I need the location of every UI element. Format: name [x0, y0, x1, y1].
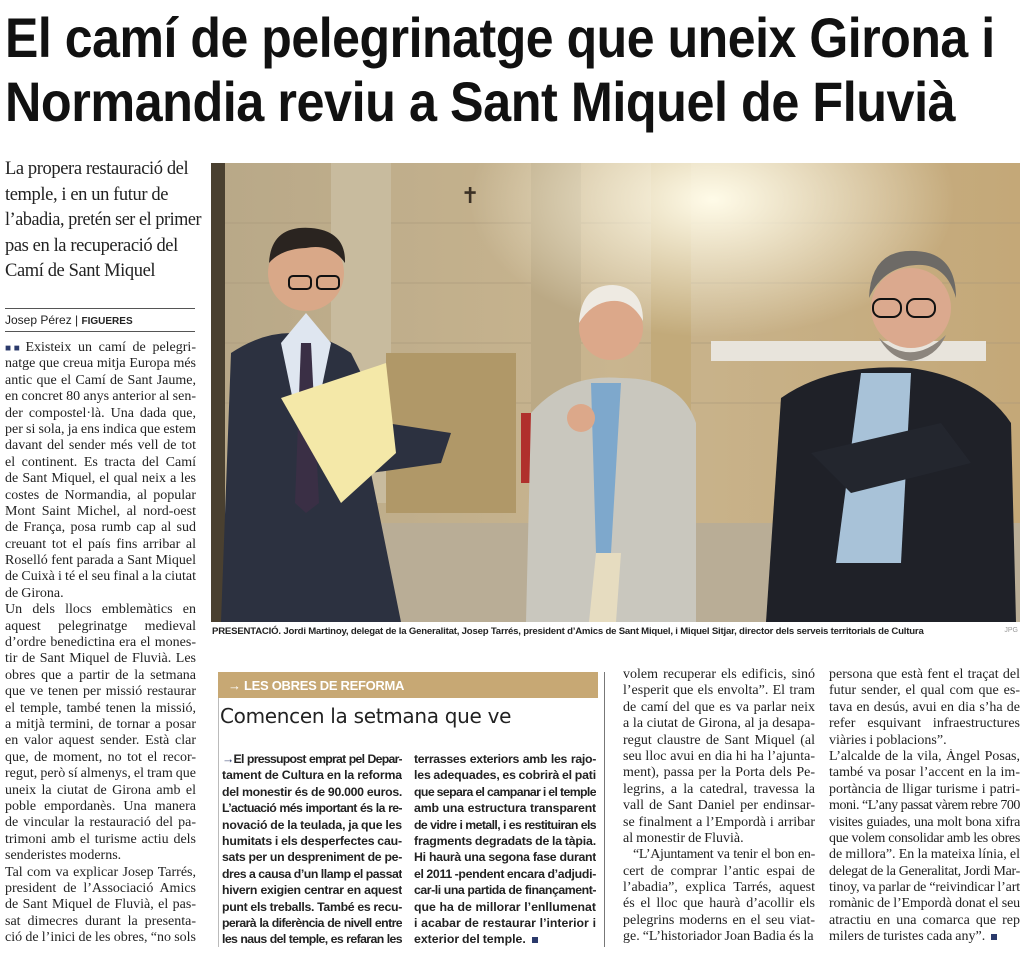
article-line	[5, 848, 196, 864]
line-text: terrasses exteriors amb les rajo-	[414, 752, 596, 766]
line-text: fragments degradats de la tàpia.	[414, 833, 596, 848]
article-line	[829, 700, 1020, 716]
line-text: hivern exigien centrar en aquest	[222, 883, 402, 898]
line-text: legrins, a la catedral, travessa la	[623, 781, 815, 797]
article-line	[5, 701, 196, 717]
line-text: obres que a partir de la setmana	[5, 667, 196, 683]
line-text: Existeix un camí de pelegri-	[25, 340, 196, 355]
line-text: tava en desús, avui en dia s’ha de	[829, 699, 1020, 715]
article-line	[623, 880, 815, 896]
svg-text:✝: ✝	[461, 184, 480, 209]
line-text: el temple, també tenen la missió,	[5, 700, 196, 716]
line-text: en concret 80 anys anterior al sen-	[5, 389, 196, 405]
line-text: natge que creua mitja Europa més	[5, 356, 196, 372]
line-text: sats per un despreniment de pe-	[222, 850, 402, 865]
line-text: a mitjà termini, de tornar a posar	[5, 716, 196, 732]
line-text: de vincular la restauració del pa-	[5, 815, 196, 831]
sidebar-line	[414, 882, 596, 898]
end-mark-icon	[532, 937, 538, 943]
line-text: vall de Sant Daniel per endinsar-	[623, 798, 815, 814]
line-text: antic que el Camí de Sant Jaume,	[5, 372, 196, 388]
line-text: que separa el campanar i el temple	[414, 784, 596, 799]
headline-line-1: El camí de pelegrinatge que uneix Girona i	[5, 6, 995, 69]
line-text: costes de Normandia, al popular	[5, 487, 196, 503]
article-line	[623, 815, 815, 831]
article-line	[5, 553, 196, 569]
article-column-4	[829, 667, 1020, 946]
line-text: que ve tenen per missió restaurar	[5, 684, 196, 700]
line-text: car-li una partida de finançament-	[414, 883, 596, 898]
line-text: viàries i poblacions”.	[829, 732, 947, 748]
subhead-line: La propera restauració del	[5, 159, 189, 179]
article-line	[5, 488, 196, 504]
line-text: dres a causa d’un llamp el passat	[222, 866, 402, 881]
line-text: el 2011 -pendent encara d’adjudi-	[414, 866, 596, 881]
line-text: l’esperit que els envolta”. El tram	[623, 683, 815, 699]
sidebar-line	[222, 899, 402, 915]
sidebar-line	[414, 817, 596, 833]
article-column-3	[623, 667, 815, 946]
arrow-icon: →	[222, 752, 234, 766]
line-text: futur sender, el qual com que es-	[829, 683, 1020, 699]
sidebar-border-right	[604, 672, 605, 947]
line-text: en valor aquest sender. Està clar	[5, 733, 196, 749]
line-text: poble empordanès. Una manera	[5, 798, 196, 814]
line-text: se finalment a l’Empordà i arribar	[623, 814, 815, 830]
line-text: de Cuixà i té el seu final a la ciutat	[5, 569, 196, 585]
article-line	[5, 865, 196, 881]
line-text: d’ordre benedictina era el mones-	[5, 635, 196, 651]
lead-marker-icon: ■■	[5, 343, 23, 354]
byline-separator: |	[71, 313, 82, 327]
line-text: ment), passa per la Porta dels Pe-	[623, 765, 815, 781]
article-line	[5, 406, 196, 422]
line-text: punt els treballs. També es recu-	[222, 899, 402, 914]
line-text: regut, però sí almenys, el tram que	[5, 766, 196, 782]
article-line	[5, 586, 196, 602]
article-line	[829, 782, 1020, 798]
sidebar-line	[222, 915, 402, 931]
article-line	[623, 896, 815, 912]
sidebar-line	[414, 866, 596, 882]
byline-author: Josep Pérez	[5, 313, 72, 327]
line-text: atractiu en una comarca que rep	[829, 912, 1020, 928]
sidebar-kicker-bar	[218, 672, 598, 698]
sidebar-line	[222, 849, 402, 865]
article-line	[5, 537, 196, 553]
line-text: Hi haurà una segona fase durant	[414, 850, 596, 865]
article-line	[5, 668, 196, 684]
article-line	[5, 930, 196, 946]
article-line	[829, 815, 1020, 831]
sidebar-line	[414, 833, 596, 849]
line-text: de França, posa rumb cap al sud	[5, 520, 196, 536]
sidebar-line	[222, 931, 402, 947]
article-line	[829, 831, 1020, 847]
article-line	[623, 864, 815, 880]
byline-rule-bottom	[5, 331, 195, 332]
article-line	[623, 733, 815, 749]
subhead-line: pas en la recuperació del	[5, 235, 178, 256]
article-line	[623, 667, 815, 683]
sidebar-line	[414, 751, 596, 767]
line-text: pelegrins moderns en el seu viat-	[623, 912, 815, 928]
sidebar-line	[414, 899, 596, 915]
line-text: de Sant Miquel de Fluvià, el pas-	[5, 897, 196, 913]
article-line	[5, 438, 196, 454]
line-text: perarà la diferència de nivell entre	[222, 915, 402, 930]
article-line	[5, 897, 196, 913]
line-text: moni. “L’any passat vàrem rebre 700	[829, 798, 1020, 814]
line-text: portància de lligar turisme i patri-	[829, 781, 1020, 797]
line-text: tinoy, va parlar de “reivindicar l’art	[829, 880, 1020, 896]
sidebar-line	[414, 800, 596, 816]
line-text: ge. “L’historiador Joan Badia és la	[623, 929, 814, 945]
line-text: Tal com va explicar Josep Tarrés,	[5, 864, 196, 880]
article-line	[5, 733, 196, 749]
line-text: El pressupost emprat pel Depar-	[233, 752, 402, 766]
article-line	[623, 683, 815, 699]
line-text: “L’Ajuntament va tenir el bon en-	[633, 847, 815, 863]
line-text: les naus del temple, es refaran les	[222, 932, 402, 947]
article-line	[5, 651, 196, 667]
article-line	[5, 471, 196, 487]
caption-text: Jordi Martinoy, delegat de la Generalitat, Josep Tarrés, president d’Amics de Sant Miquel, i Miquel Sitjar, director dels serveis territorials de Cultura	[280, 626, 924, 637]
article-line	[5, 619, 196, 635]
article-line	[5, 832, 196, 848]
line-text: de Girona.	[5, 585, 64, 601]
line-text: milers de turistes cada any”.	[829, 929, 986, 945]
end-mark-icon	[991, 934, 997, 940]
line-text: de millora”. En la mateixa línia, el	[829, 847, 1020, 863]
article-line	[829, 896, 1020, 912]
article-line	[5, 815, 196, 831]
line-text: també va posar l’accent en la im-	[829, 765, 1020, 781]
article-line	[5, 717, 196, 733]
article-line	[829, 683, 1020, 699]
line-text: regut claustre de Sant Miquel (al	[623, 732, 815, 748]
line-text: davant del sender més vell de tot	[5, 438, 196, 454]
line-text: uneix la ciutat de Girona amb el	[5, 782, 196, 798]
article-line	[5, 356, 196, 372]
line-text: que ha de millorar l’enllumenat	[414, 899, 596, 914]
article-line	[623, 831, 815, 847]
line-text: Un dels llocs emblemàtics en	[5, 602, 196, 618]
article-line	[5, 881, 196, 897]
subhead-line: Camí de Sant Miquel	[5, 261, 156, 281]
caption-label: PRESENTACIÓ.	[212, 626, 281, 637]
article-line	[623, 929, 815, 945]
article-column-1	[5, 340, 196, 946]
article-line	[5, 340, 196, 356]
article-line	[5, 635, 196, 651]
article-line	[5, 766, 196, 782]
line-text: tir de Sant Miquel de Fluvià. Les	[5, 651, 196, 667]
article-line	[5, 602, 196, 618]
subhead-line: l’abadia, pretén ser el primer	[5, 210, 202, 230]
article-line	[623, 716, 815, 732]
article-line	[829, 667, 1020, 683]
article-line	[829, 880, 1020, 896]
article-line	[829, 749, 1020, 765]
article-line	[5, 684, 196, 700]
line-text: L’alcalde de la vila, Àngel Posas,	[829, 748, 1020, 764]
line-text: novació de la teulada, ja que les	[222, 817, 402, 832]
line-text: que volem consolidar amb les obres	[829, 830, 1020, 846]
article-line	[829, 716, 1020, 732]
line-text: de Sant Miquel, el qual neix a les	[5, 471, 196, 487]
sidebar-kicker: → LES OBRES DE REFORMA	[228, 678, 405, 693]
line-text: del monestir és de 90.000 euros.	[222, 784, 402, 799]
line-text: el continent. Es tracta del Camí	[5, 454, 196, 470]
article-line	[5, 504, 196, 520]
sidebar-line	[222, 751, 402, 767]
line-text: senderistes moderns.	[5, 848, 122, 864]
line-text: delegat de la Generalitat, Jordi Mar-	[829, 863, 1020, 879]
line-text: a la ciutat de Girona, al ja desapa-	[623, 716, 815, 732]
sidebar-line	[414, 915, 596, 931]
article-line	[5, 520, 196, 536]
line-text: les adequades, es cobrirà el pati	[414, 768, 596, 783]
line-text: refer esquivant infraestructures	[829, 716, 1020, 732]
line-text: de vidre i metall, i es restituiran els	[414, 817, 596, 832]
subhead-line: temple, i en un futur de	[5, 184, 169, 205]
line-text: romànic de l’Empordà donat el seu	[829, 896, 1020, 912]
sidebar-line	[222, 882, 402, 898]
line-text: volem recuperar els edificis, sinó	[623, 667, 815, 682]
article-line	[623, 749, 815, 765]
article-line	[5, 750, 196, 766]
article-line	[829, 765, 1020, 781]
article-line	[5, 455, 196, 471]
line-text: ció de l’inici de les obres, “no sols	[5, 930, 196, 946]
sidebar-column-1	[222, 751, 402, 948]
line-text: seu lloc avui en dia hi ha l’ajunta-	[623, 748, 815, 764]
sidebar-line	[414, 784, 596, 800]
line-text: i acabar de restaurar l’interior i	[414, 915, 596, 930]
article-line	[623, 913, 815, 929]
sidebar-line	[222, 817, 402, 833]
photo-caption	[212, 626, 1018, 637]
article-line	[5, 422, 196, 438]
byline-rule-top	[5, 308, 195, 309]
line-text: que, de moment, no tot el recor-	[5, 749, 196, 765]
line-text: der compostel·là. Una dada que,	[5, 405, 196, 421]
line-text: sat dimecres durant la presenta-	[5, 913, 196, 929]
article-photo	[211, 163, 1020, 622]
article-line	[623, 782, 815, 798]
article-line	[623, 700, 815, 716]
article-line	[829, 847, 1020, 863]
line-text: humitats i els desperfectes cau-	[222, 833, 402, 848]
sidebar-line	[414, 931, 596, 947]
headline-line-2: Normandia reviu a Sant Miquel de Fluvià	[5, 70, 956, 133]
line-text: L’actuació més important és la re-	[222, 801, 402, 816]
line-text: amb una estructura transparent	[414, 801, 596, 816]
line-text: president de l’Associació Amics	[5, 880, 196, 896]
article-line	[5, 389, 196, 405]
subheadline	[5, 157, 201, 285]
sidebar-line	[414, 767, 596, 783]
line-text: Roselló fent parada a Sant Miquel	[5, 553, 196, 569]
line-text: l’abadia”, explica Tarrés, aquest	[623, 880, 815, 896]
byline-location: FIGUERES	[81, 316, 133, 327]
line-text: exterior del temple.	[414, 932, 526, 947]
line-text: Mont Saint Michel, al nord-oest	[5, 503, 196, 519]
sidebar-line	[222, 866, 402, 882]
article-line	[5, 569, 196, 585]
article-line	[829, 733, 1020, 749]
sidebar-title: Comencen la setmana que ve	[220, 704, 512, 728]
line-text: és el lloc que haurà d’acollir els	[623, 896, 815, 912]
sidebar-border-left	[218, 672, 219, 947]
sidebar-column-2	[414, 751, 596, 948]
line-text: al monestir de Fluvià.	[623, 830, 744, 846]
photo-credit: JPG	[1004, 627, 1018, 634]
article-line	[5, 799, 196, 815]
article-line	[5, 373, 196, 389]
article-line	[623, 765, 815, 781]
sidebar-line	[222, 800, 402, 816]
article-line	[829, 864, 1020, 880]
article-line	[5, 783, 196, 799]
line-text: persona que està fent el traçat del	[829, 667, 1020, 682]
sidebar-line	[222, 784, 402, 800]
sidebar-line	[414, 849, 596, 865]
article-line	[829, 798, 1020, 814]
article-line	[5, 914, 196, 930]
sidebar-line	[222, 833, 402, 849]
article-line	[829, 929, 1020, 945]
article-line	[623, 847, 815, 863]
line-text: visites guiades, una molt bona xifra	[829, 814, 1020, 830]
line-text: per si sola, ja ens indica que estem	[5, 421, 196, 437]
line-text: creuant tot el país fins arribar al	[5, 536, 196, 552]
line-text: aquest pelegrinatge medieval	[5, 618, 196, 634]
line-text: trimoni amb el turisme actiu dels	[5, 831, 196, 847]
sidebar-line	[222, 767, 402, 783]
line-text: de camí del que es va parlar neix	[623, 699, 815, 715]
line-text: tament de Cultura en la reforma	[222, 768, 402, 783]
article-line	[623, 798, 815, 814]
photo-presentation	[211, 163, 1020, 622]
article-line	[829, 913, 1020, 929]
byline	[5, 313, 133, 327]
line-text: cert de comprar l’antic espai de	[623, 863, 815, 879]
